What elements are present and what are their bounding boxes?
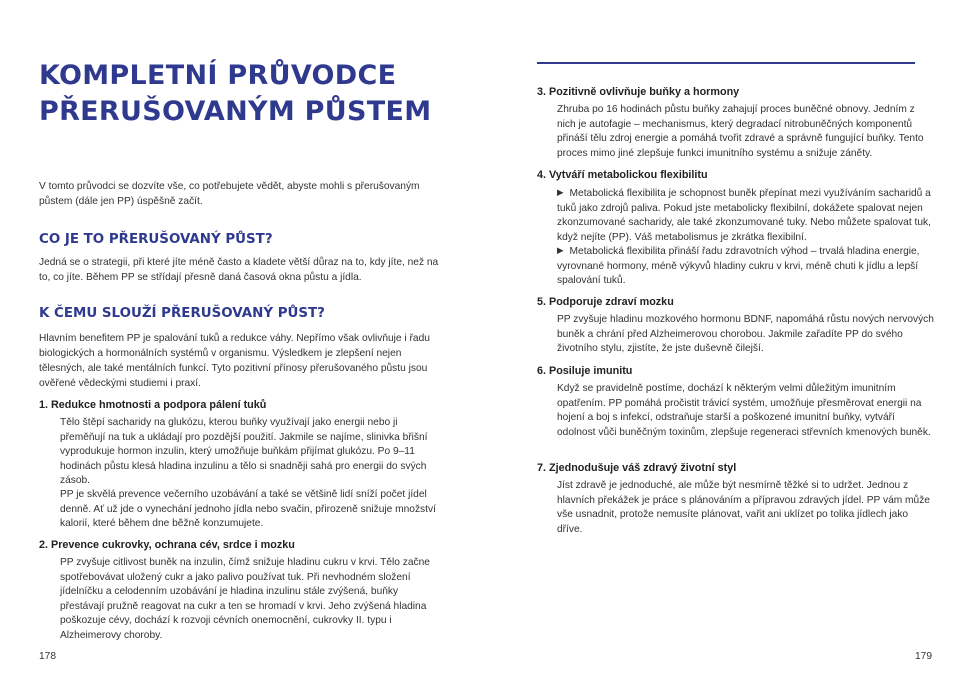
- item-4-bullet-1: ▶ Metabolická flexibilita je schopnost buněk přepínat mezi využíváním sacharidů a tuků jako zdrojů paliva. Pokud jste metabolicky flexibilní, dokážete spalovat nejen zkonzumované sacharidy, ale také zkonzumované tuky. Nebo můžete spalovat tuk, když nejíte (PP). Váš metabolismus je zkrátka flexibilní.: [557, 186, 935, 245]
- section-heading-benefits: K ČEMU SLOUŽÍ PŘERUŠOVANÝ PŮST?: [39, 306, 325, 321]
- item-4-bullet-2: ▶ Metabolická flexibilita přináší řadu zdravotních výhod – trvalá hladina energie, vyrovnané hormony, méně výkyvů hladiny cukru v krvi, méně chuti k jídlu a lepší spalování tuků.: [557, 244, 935, 289]
- section-heading-what-is: CO JE TO PŘERUŠOVANÝ PŮST?: [39, 232, 273, 247]
- intro-paragraph: V tomto průvodci se dozvíte vše, co potřebujete vědět, abyste mohli s přerušovaným půstem (dále jen PP) úspěšně začít.: [39, 181, 420, 207]
- item-1-paragraph-2: PP je skvělá prevence večerního uzobávání a také se většině lidí sníží počet jídel denně. Ať už jde o vynechání jednoho jídla nebo svačin, přirozeně snižuje množství kalorií, které během dne běžně konzumujete.: [60, 489, 436, 530]
- item-heading-3: 3. Pozitivně ovlivňuje buňky a hormony: [537, 86, 740, 98]
- section-text-benefits: Hlavním benefitem PP je spalování tuků a redukce váhy. Nepřímo však ovlivňuje i řadu biologických a hormonálních systémů v organismu. Výsledkem je zlepšení nejen tělesných, ale také mentálních funkcí. Tyto pozitivní přínosy přerušovaného půstu jsou ověřené vědeckými studiemi i praxí.: [39, 333, 430, 389]
- item-heading-5: 5. Podporuje zdraví mozku: [537, 296, 674, 308]
- item-5-paragraph-1: PP zvyšuje hladinu mozkového hormonu BDNF, napomáhá růstu nových nervových buněk a chrání před Alzheimerovou chorobou. Jakmile zařadíte PP do svého životního stylu, zjistíte, že jste duševně čilejší.: [557, 314, 934, 355]
- item-heading-7: 7. Zjednodušuje váš zdravý životní styl: [537, 462, 737, 474]
- page-number-left: 178: [39, 651, 56, 662]
- item-heading-1: 1. Redukce hmotnosti a podpora pálení tuků: [39, 399, 267, 411]
- item-heading-4: 4. Vytváří metabolickou flexibilitu: [537, 169, 708, 181]
- page-title: KOMPLETNÍ PRŮVODCE PŘERUŠOVANÝM PŮSTEM: [39, 60, 432, 127]
- item-7-paragraph-1: Jíst zdravě je jednoduché, ale může být nesmírně těžké si to udržet. Jednou z hlavních překážek je práce s plánováním a přípravou zdravých jídel. PP vám může vše usnadnit, protože nemusíte plánovat, vařit ani uklízet po tolika jídlech jako dříve.: [557, 480, 930, 535]
- item-3-paragraph-1: Zhruba po 16 hodinách půstu buňky zahajují proces buněčné obnovy. Jedním z nich je autofagie – mechanismus, který degradací nitrobuněčných komponentů přináší tělu zdroj energie a pomáhá tvořit zdravé a správně fungující buňky. Tento proces mimo jiné zlepšuje funkci imunitního systému a snižuje záněty.: [557, 104, 924, 159]
- section-text-what-is: Jedná se o strategii, při které jíte méně často a kladete větší důraz na to, kdy jíte, než na to, co jíte. Během PP se střídají přesně daná časová okna půstu a jídla.: [39, 257, 439, 283]
- item-heading-6: 6. Posiluje imunitu: [537, 365, 633, 377]
- item-6-paragraph-1: Když se pravidelně postíme, dochází k některým velmi důležitým imunitním opatřením. PP pomáhá pročistit trávicí systém, umožňuje přesměrovat energii na hojení a boj s infekcí, odstraňuje starší a poškozené imunitní buňky, vytváří odolnost vůči buněčným toxinům, zlepšuje regeneraci střevních kmenových buněk.: [557, 383, 931, 438]
- item-heading-2: 2. Prevence cukrovky, ochrana cév, srdce i mozku: [39, 539, 295, 551]
- page-number-right: 179: [915, 651, 932, 662]
- item-2-paragraph-1: PP zvyšuje citlivost buněk na inzulin, čímž snižuje hladinu cukru v krvi. Tělo začne spotřebovávat uložený cukr a jako palivo používat tuk. Při nevhodném složení jídelníčku a celodenním uzobávání je hladina inzulinu stále zvýšená, buňky přestávají pružně reagovat na cukr a ten se hromadí v krvi. Jeho zvýšená hladina poškozuje cévy, dochází k rozvoji cévních onemocnění, cukrovky II. typu i Alzheimerovy choroby.: [60, 557, 430, 641]
- right-page: [485, 0, 970, 685]
- item-1-paragraph-1: Tělo štěpí sacharidy na glukózu, kterou buňky využívají jako energii nebo ji přeměňují na tuk a ukládají pro pozdější použití. Jakmile se najíme, slinivka břišní vyprodukuje hormon inzulin, který umožňuje buňkám přijímat glukózu. Po 9–11 hodinách půstu klesá hladina inzulinu a tělo si snadněji sahá pro energii do svých zásob.: [60, 417, 428, 487]
- top-divider: [537, 62, 915, 64]
